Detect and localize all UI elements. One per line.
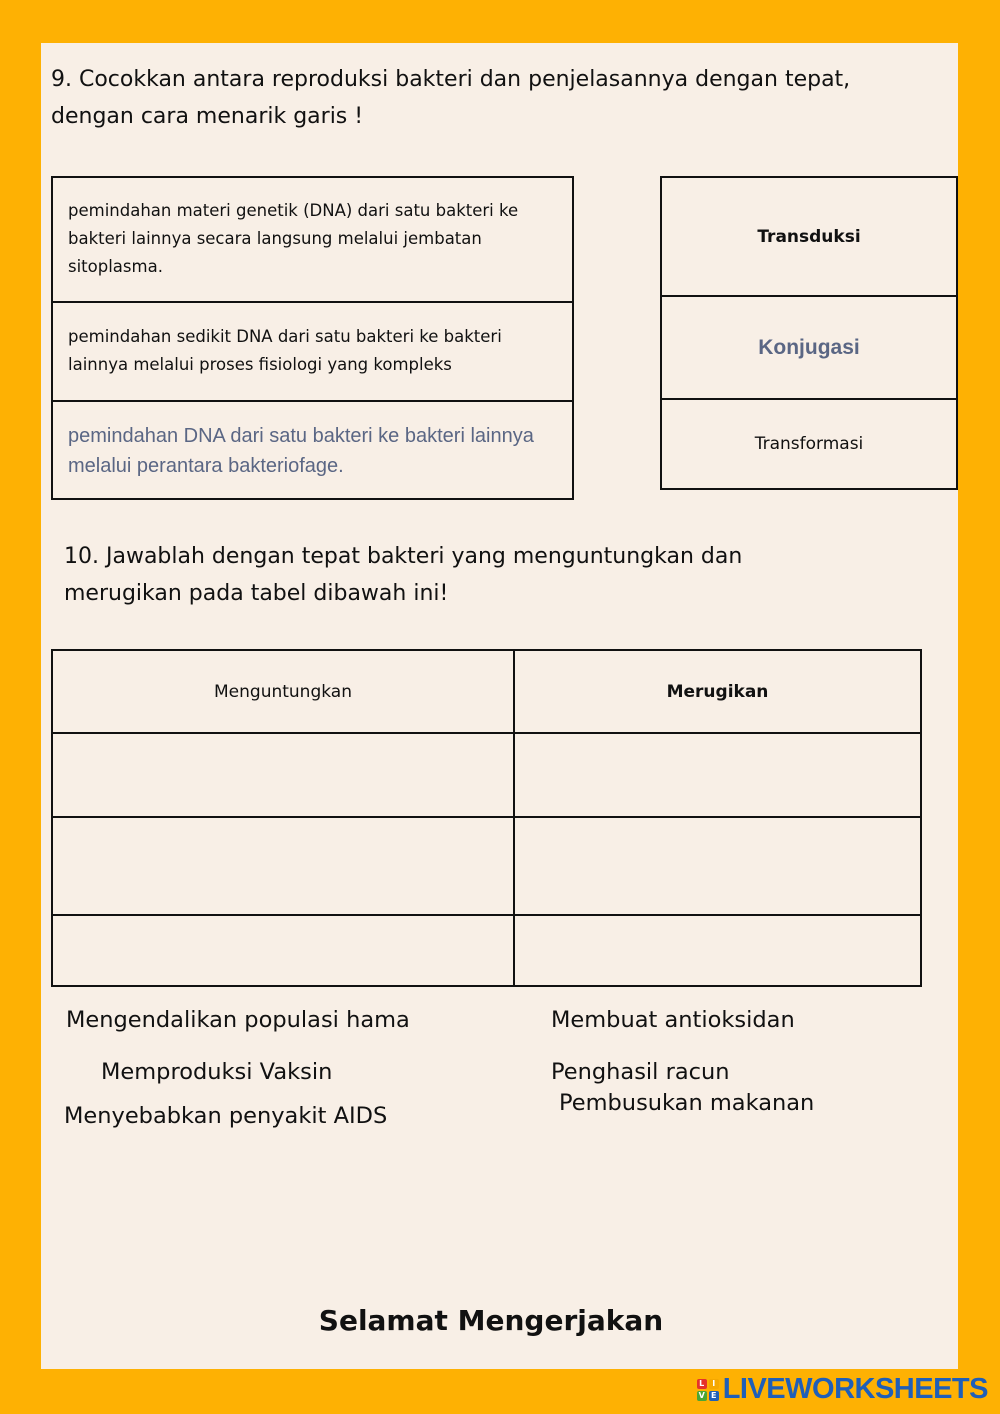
divider xyxy=(51,301,574,303)
match-term-konjugasi[interactable]: Konjugasi xyxy=(758,335,860,359)
table-header-merugikan: Merugikan xyxy=(666,681,769,702)
liveworksheets-logo-icon: L I V E xyxy=(697,1379,719,1401)
match-description-3[interactable]: pemindahan DNA dari satu bakteri ke bakteri lainnya melalui perantara bakteriofage. xyxy=(68,425,534,477)
drop-zone-merugikan-2[interactable] xyxy=(515,818,920,914)
question-9-line-1: 9. Cocokkan antara reproduksi bakteri dan penjelasannya dengan tepat, xyxy=(51,67,851,92)
match-term-transduksi[interactable]: Transduksi xyxy=(757,226,861,247)
match-term-transformasi[interactable]: Transformasi xyxy=(754,434,864,454)
match-description-1[interactable]: pemindahan materi genetik (DNA) dari satu bakteri ke bakteri lainnya secara langsung melalui jembatan sitoplasma. xyxy=(68,201,519,276)
divider xyxy=(51,400,574,402)
drop-zone-menguntungkan-1[interactable] xyxy=(53,734,513,816)
liveworksheets-logo-text: LIVEWORKSHEETS xyxy=(722,1373,988,1405)
answer-item[interactable]: Pembusukan makanan xyxy=(559,1090,815,1116)
drop-zone-merugikan-3[interactable] xyxy=(515,916,920,985)
question-9-line-2: dengan cara menarik garis ! xyxy=(51,104,364,129)
answer-item[interactable]: Memproduksi Vaksin xyxy=(101,1059,333,1085)
answer-item[interactable]: Penghasil racun xyxy=(551,1059,730,1085)
question-10-line-1: 10. Jawablah dengan tepat bakteri yang menguntungkan dan xyxy=(64,544,743,569)
answer-item[interactable]: Menyebabkan penyakit AIDS xyxy=(64,1103,388,1129)
drop-zone-menguntungkan-3[interactable] xyxy=(53,916,513,985)
liveworksheets-logo xyxy=(697,1373,988,1406)
closing-message: Selamat Mengerjakan xyxy=(318,1304,664,1337)
drop-zone-merugikan-1[interactable] xyxy=(515,734,920,816)
match-description-2[interactable]: pemindahan sedikit DNA dari satu bakteri ke bakteri lainnya melalui proses fisiologi yang kompleks xyxy=(68,327,502,374)
answer-item[interactable]: Membuat antioksidan xyxy=(551,1007,795,1033)
answer-item[interactable]: Mengendalikan populasi hama xyxy=(66,1007,410,1033)
table-header-menguntungkan: Menguntungkan xyxy=(214,681,352,702)
drop-zone-menguntungkan-2[interactable] xyxy=(53,818,513,914)
question-10-line-2: merugikan pada tabel dibawah ini! xyxy=(64,581,449,606)
